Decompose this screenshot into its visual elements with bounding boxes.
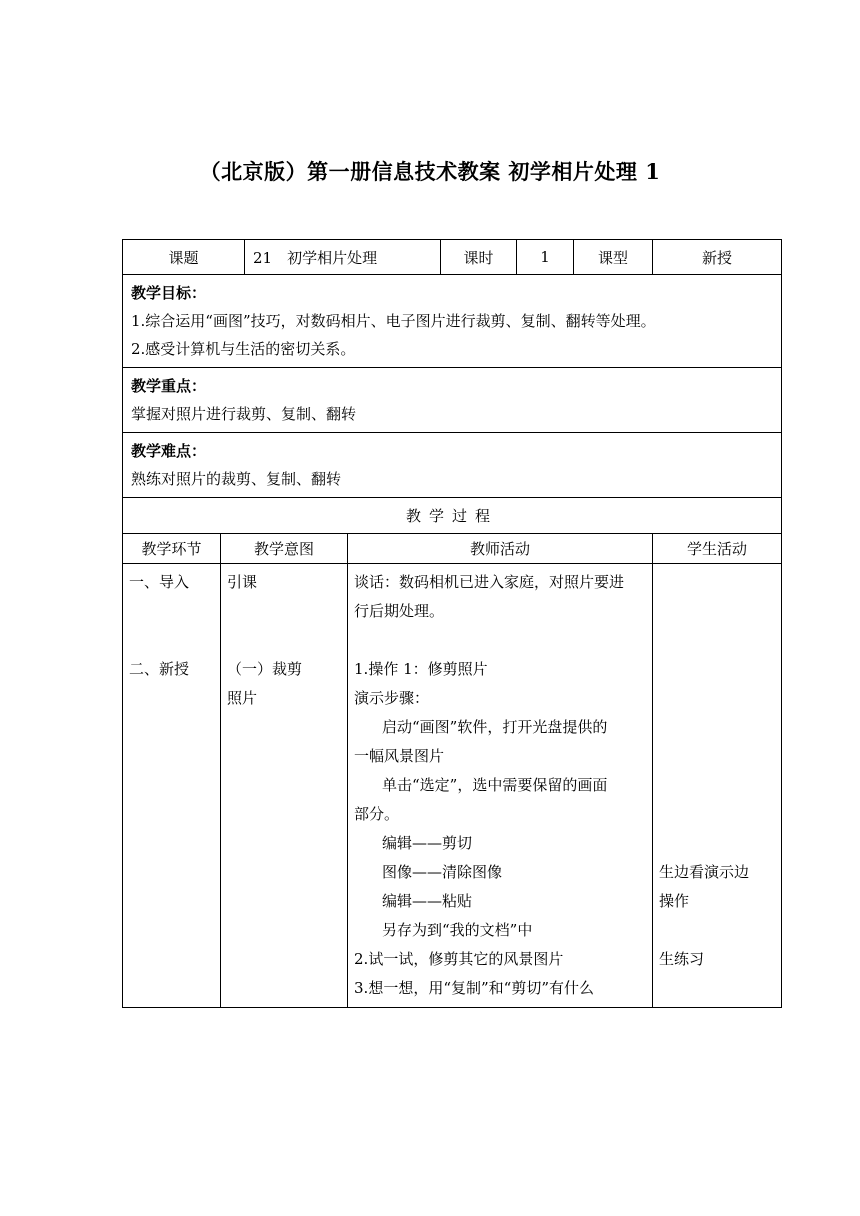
- process-body-row: [123, 564, 782, 1008]
- intent-crop-2: 照片: [227, 689, 258, 707]
- column-header: 教师活动: [348, 534, 653, 564]
- header-row: [123, 240, 782, 275]
- process-title-row: [123, 498, 782, 534]
- topic-value: 21 初学相片处理: [245, 240, 441, 275]
- type-label: 课型: [574, 240, 653, 275]
- teacher-step: 编辑——剪切: [382, 834, 473, 852]
- hours-value: 1: [517, 240, 574, 275]
- difficulties-section: [123, 433, 781, 497]
- student-text: 生练习: [659, 950, 705, 968]
- hours-label: 课时: [441, 240, 517, 275]
- goals-row: [123, 275, 782, 368]
- student-text: 生边看演示边: [659, 863, 750, 881]
- goal-item: 2.感受计算机与生活的密切关系。: [131, 340, 356, 358]
- teacher-step: 另存为到“我的文档”中: [382, 921, 533, 939]
- key-points-text: 掌握对照片进行裁剪、复制、翻转: [131, 405, 357, 423]
- teacher-text: 谈话：数码相机已进入家庭，对照片要进: [354, 573, 625, 591]
- teacher-step: 图像——清除图像: [382, 863, 503, 881]
- key-points-label: 教学重点：: [131, 377, 207, 395]
- column-header: 学生活动: [653, 534, 782, 564]
- goals-section: [123, 275, 781, 367]
- goal-item: 1.综合运用“画图”技巧，对数码相片、电子图片进行裁剪、复制、翻转等处理。: [131, 312, 656, 330]
- intent-crop: （一）裁剪: [227, 660, 303, 678]
- teacher-step: 启动“画图”软件，打开光盘提供的: [382, 718, 608, 736]
- difficulties-label: 教学难点：: [131, 442, 207, 460]
- teacher-text: 2.试一试，修剪其它的风景图片: [354, 950, 564, 968]
- topic-label: 课题: [123, 240, 245, 275]
- teacher-text: 一幅风景图片: [354, 747, 445, 765]
- lesson-plan-table: [122, 239, 782, 1008]
- key-points-row: [123, 368, 782, 433]
- teacher-text: 演示步骤：: [354, 689, 430, 707]
- key-points-section: [123, 368, 781, 432]
- process-title: 教学过程: [123, 498, 782, 534]
- column-header: 教学环节: [123, 534, 221, 564]
- teacher-text: 1.操作 1：修剪照片: [354, 660, 488, 678]
- process-column-headers: [123, 534, 782, 564]
- document-title: （北京版）第一册信息技术教案 初学相片处理 1: [199, 159, 661, 184]
- student-activity-column: [653, 564, 781, 978]
- teacher-text: 部分。: [354, 805, 400, 823]
- teacher-text: 3.想一想，用“复制”和“剪切”有什么: [354, 979, 595, 997]
- intent-column: [221, 564, 347, 717]
- type-value: 新授: [653, 240, 782, 275]
- teacher-step: 单击“选定”，选中需要保留的画面: [382, 776, 608, 794]
- difficulties-text: 熟练对照片的裁剪、复制、翻转: [131, 470, 342, 488]
- student-text: 操作: [659, 892, 690, 910]
- teacher-text: 行后期处理。: [354, 602, 445, 620]
- teacher-step: 编辑——粘贴: [382, 892, 473, 910]
- stage-intro: 一、导入: [129, 573, 190, 591]
- intent-intro: 引课: [227, 573, 258, 591]
- goals-label: 教学目标：: [131, 284, 207, 302]
- teacher-activity-column: [348, 564, 652, 1007]
- stage-new: 二、新授: [129, 660, 190, 678]
- column-header: 教学意图: [221, 534, 348, 564]
- difficulties-row: [123, 433, 782, 498]
- stage-column: [123, 564, 220, 688]
